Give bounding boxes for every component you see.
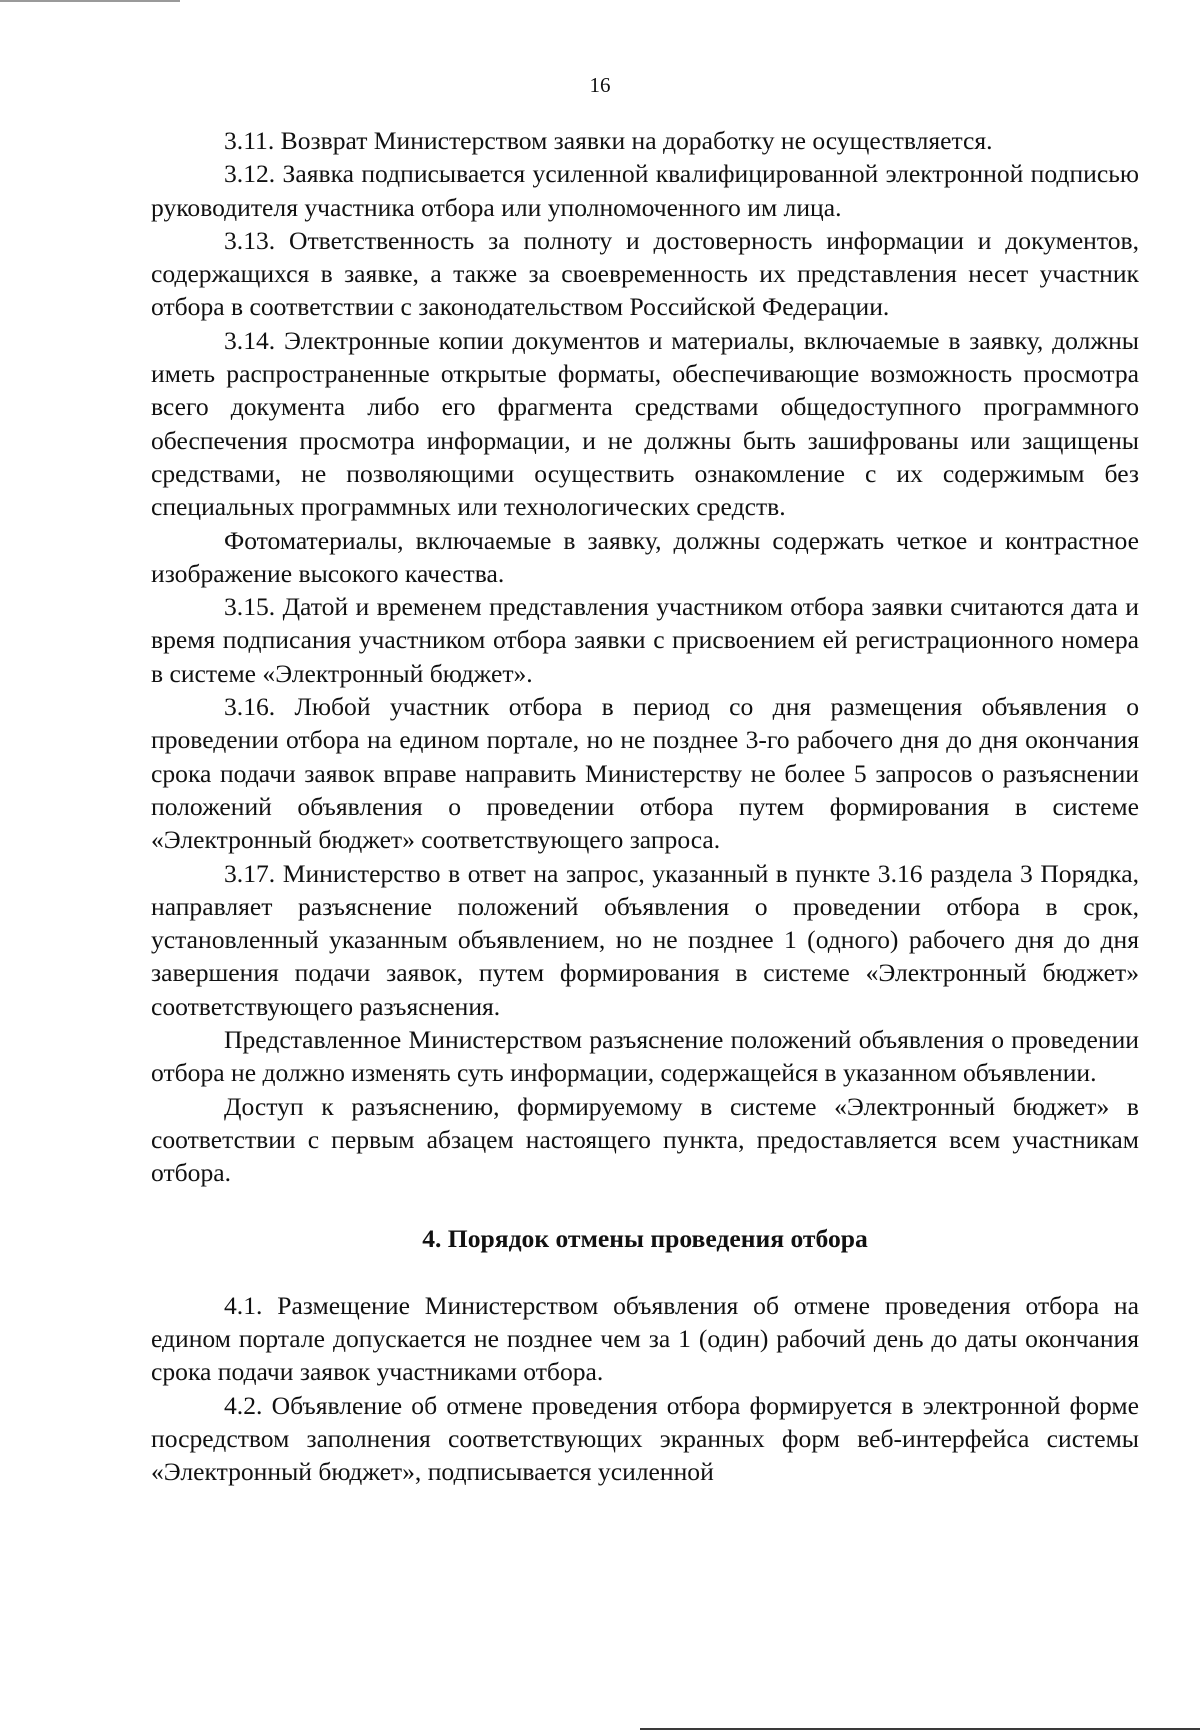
paragraph-3-15: 3.15. Датой и временем представления участником отбора заявки считаются дата и время подписания участником отбора заявки с присвоением ей регистрационного номера в системе «Электронный бюджет». — [151, 592, 1139, 688]
section-4-heading: 4. Порядок отмены проведения отбора — [422, 1223, 868, 1253]
document-body — [151, 124, 1139, 1489]
paragraph-3-14: 3.14. Электронные копии документов и материалы, включаемые в заявку, должны иметь распространенные открытые форматы, обеспечивающие возможность просмотра всего документа либо его фрагмента средствами общедоступного программного обеспечения просмотра информации, и не должны быть зашифрованы или защищены средствами, не позволяющими осуществить ознакомление с их содержимым без специальных программных или технологических средств. — [151, 325, 1139, 522]
paragraph-4-2: 4.2. Объявление об отмене проведения отбора формируется в электронной форме посредством заполнения соответствующих экранных форм веб-интерфейса системы «Электронный бюджет», подписывается усиленной — [151, 1390, 1139, 1487]
paragraph-3-17: 3.17. Министерство в ответ на запрос, указанный в пункте 3.16 раздела 3 Порядка, направляет разъяснение положений объявления о проведении отбора в срок, установленный указанным объявлением, но не позднее 1 (одного) рабочего дня до дня завершения подачи заявок, путем формирования в системе «Электронный бюджет» соответствующего разъяснения. — [151, 858, 1139, 1021]
scan-edge-bottom — [640, 1728, 1200, 1730]
paragraph-4-1: 4.1. Размещение Министерством объявления об отмене проведения отбора на едином портале допускается не позднее чем за 1 (один) рабочий день до даты окончания срока подачи заявок участниками отбора. — [151, 1290, 1139, 1387]
paragraph-clarification-content: Представленное Министерством разъяснение положений объявления о проведении отбора не должно изменять суть информации, содержащейся в указанном объявлении. — [151, 1025, 1139, 1088]
scan-edge-top — [0, 0, 180, 2]
paragraph-3-13: 3.13. Ответственность за полноту и достоверность информации и документов, содержащихся в заявке, а также за своевременность их представления несет участник отбора в соответствии с законодательством Российской Федерации. — [151, 225, 1139, 322]
page-number: 16 — [589, 73, 611, 97]
paragraph-photo-materials: Фотоматериалы, включаемые в заявку, должны содержать четкое и контрастное изображение высокого качества. — [151, 525, 1139, 588]
paragraph-3-11: 3.11. Возврат Министерством заявки на доработку не осуществляется. — [224, 126, 993, 155]
paragraph-3-12: 3.12. Заявка подписывается усиленной квалифицированной электронной подписью руководителя участника отбора или уполномоченного им лица. — [151, 159, 1139, 222]
paragraph-3-16: 3.16. Любой участник отбора в период со дня размещения объявления о проведении отбора на едином портале, но не позднее 3-го рабочего дня до дня окончания срока подачи заявок вправе направить Министерству не более 5 запросов о разъяснении положений объявления о проведении отбора путем формирования в системе «Электронный бюджет» соответствующего запроса. — [151, 692, 1139, 855]
paragraph-clarification-access: Доступ к разъяснению, формируемому в системе «Электронный бюджет» в соответствии с первым абзацем настоящего пункта, предоставляется всем участникам отбора. — [151, 1091, 1139, 1188]
